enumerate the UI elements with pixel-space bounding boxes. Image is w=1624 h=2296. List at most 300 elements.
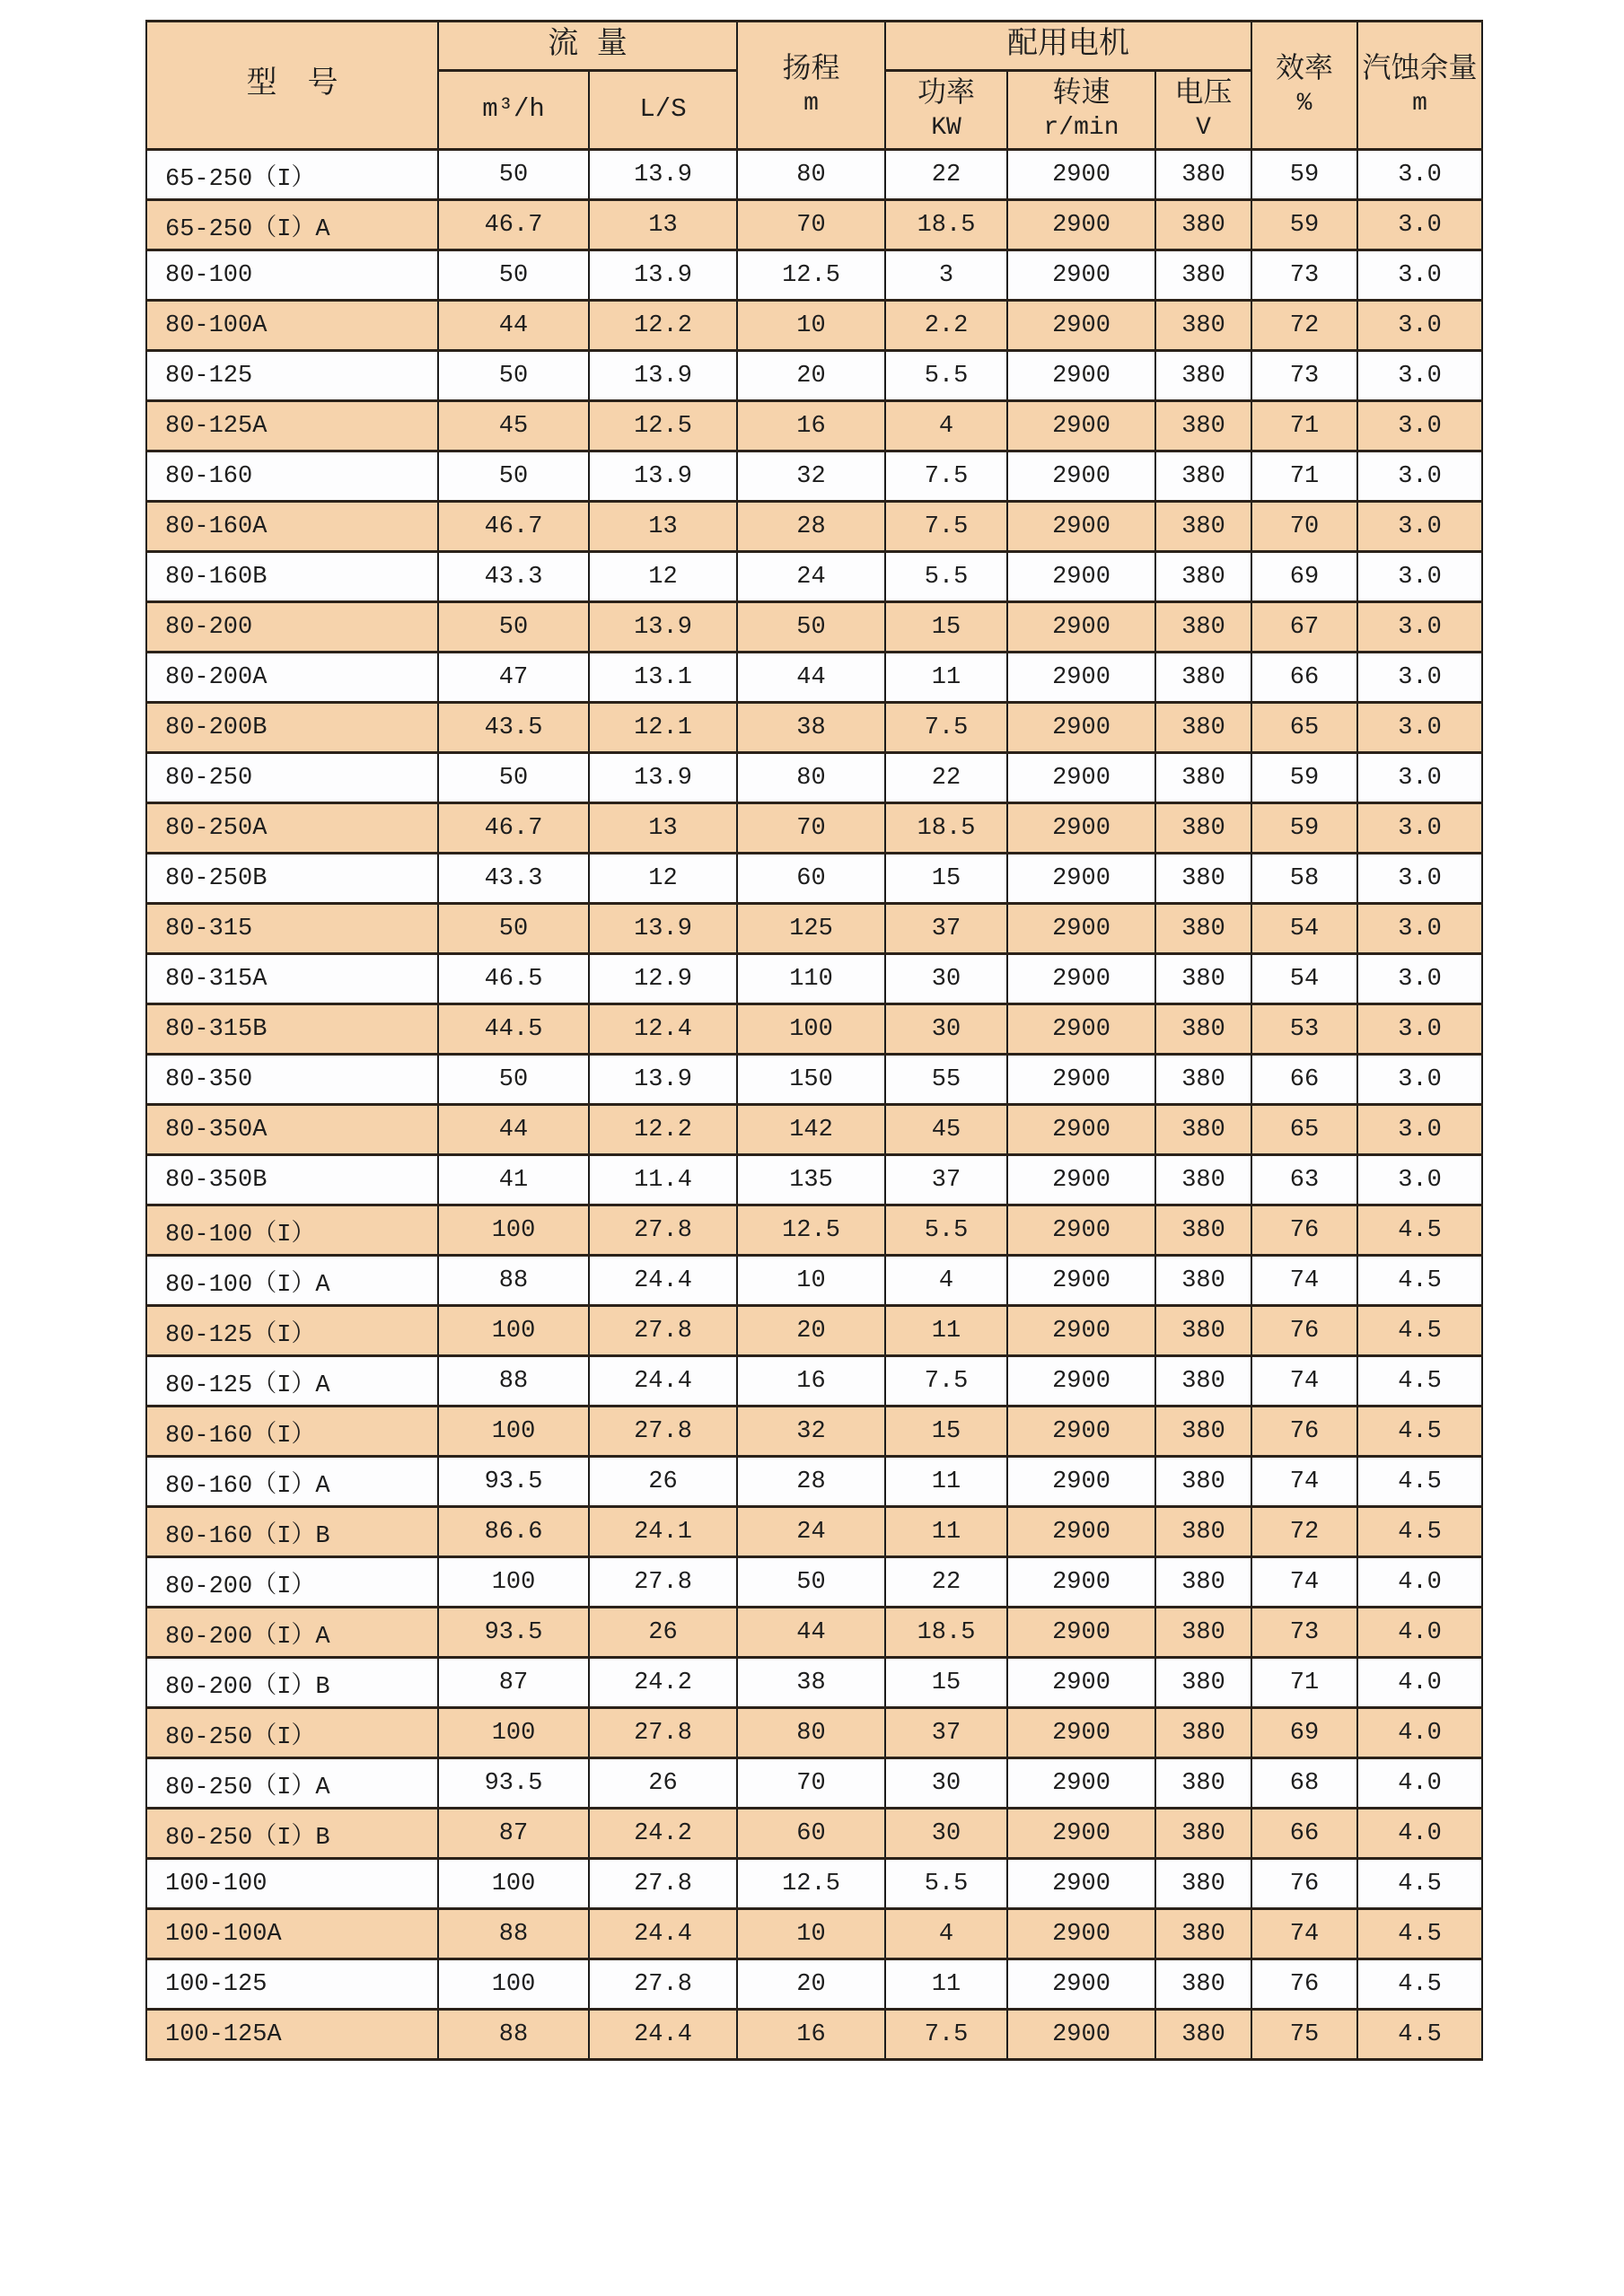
table-row: [146, 1959, 1482, 2010]
value-cell: 27.8: [589, 1407, 737, 1457]
col-header-flow-ls: L/S: [589, 71, 737, 150]
value-cell: 11.4: [589, 1155, 737, 1205]
value-cell: 38: [737, 703, 885, 753]
value-cell: 11: [885, 653, 1007, 703]
value-cell: 380: [1155, 401, 1251, 451]
col-header-motor-speed: [1007, 71, 1155, 150]
model-cell: 80-200（I）: [146, 1557, 438, 1608]
value-cell: 3.0: [1357, 954, 1482, 1004]
value-cell: 2900: [1007, 1708, 1155, 1758]
table-row: [146, 1004, 1482, 1055]
value-cell: 4.5: [1357, 1457, 1482, 1507]
value-cell: 13.9: [589, 150, 737, 200]
value-cell: 3.0: [1357, 854, 1482, 904]
value-cell: 380: [1155, 1658, 1251, 1708]
table-row: [146, 753, 1482, 803]
value-cell: 2900: [1007, 1155, 1155, 1205]
value-cell: 4.5: [1357, 1306, 1482, 1356]
value-cell: 2900: [1007, 1256, 1155, 1306]
col-header-efficiency: [1251, 22, 1357, 150]
value-cell: 2900: [1007, 1809, 1155, 1859]
value-cell: 70: [737, 803, 885, 854]
value-cell: 37: [885, 1155, 1007, 1205]
table-row: [146, 1557, 1482, 1608]
col-header-motor-voltage: [1155, 71, 1251, 150]
value-cell: 2900: [1007, 653, 1155, 703]
value-cell: 2900: [1007, 351, 1155, 401]
value-cell: 4.5: [1357, 1909, 1482, 1959]
table-row: [146, 1809, 1482, 1859]
table-row: [146, 401, 1482, 451]
value-cell: 3.0: [1357, 602, 1482, 653]
table-row: [146, 703, 1482, 753]
value-cell: 13.9: [589, 1055, 737, 1105]
value-cell: 70: [1251, 502, 1357, 552]
table-row: [146, 1608, 1482, 1658]
value-cell: 46.7: [438, 502, 589, 552]
value-cell: 3.0: [1357, 1004, 1482, 1055]
col-header-power-unit: KW: [931, 114, 961, 142]
value-cell: 100: [438, 1708, 589, 1758]
value-cell: 380: [1155, 2010, 1251, 2060]
value-cell: 88: [438, 1356, 589, 1407]
value-cell: 5.5: [885, 1205, 1007, 1256]
value-cell: 18.5: [885, 200, 1007, 250]
value-cell: 54: [1251, 954, 1357, 1004]
model-cell: 80-160A: [146, 502, 438, 552]
value-cell: 3.0: [1357, 200, 1482, 250]
value-cell: 24.2: [589, 1809, 737, 1859]
model-cell: 80-200（I）A: [146, 1608, 438, 1658]
value-cell: 100: [438, 1407, 589, 1457]
model-cell: 80-200A: [146, 653, 438, 703]
value-cell: 3.0: [1357, 552, 1482, 602]
table-body: [146, 150, 1482, 2060]
col-header-speed-label: 转速: [1052, 77, 1110, 110]
value-cell: 72: [1251, 1507, 1357, 1557]
value-cell: 67: [1251, 602, 1357, 653]
value-cell: 15: [885, 854, 1007, 904]
model-cell: 80-200（I）B: [146, 1658, 438, 1708]
value-cell: 380: [1155, 1205, 1251, 1256]
value-cell: 2900: [1007, 1407, 1155, 1457]
value-cell: 380: [1155, 703, 1251, 753]
value-cell: 12.2: [589, 1105, 737, 1155]
value-cell: 4.0: [1357, 1758, 1482, 1809]
value-cell: 3.0: [1357, 753, 1482, 803]
value-cell: 3.0: [1357, 1055, 1482, 1105]
value-cell: 13.9: [589, 451, 737, 502]
value-cell: 27.8: [589, 1708, 737, 1758]
value-cell: 59: [1251, 803, 1357, 854]
model-cell: 65-250（I）: [146, 150, 438, 200]
value-cell: 13: [589, 502, 737, 552]
value-cell: 11: [885, 1306, 1007, 1356]
value-cell: 15: [885, 1658, 1007, 1708]
value-cell: 2900: [1007, 1055, 1155, 1105]
value-cell: 12: [589, 552, 737, 602]
value-cell: 2900: [1007, 1758, 1155, 1809]
value-cell: 7.5: [885, 2010, 1007, 2060]
table-row: [146, 502, 1482, 552]
model-cell: 100-125A: [146, 2010, 438, 2060]
value-cell: 380: [1155, 602, 1251, 653]
value-cell: 74: [1251, 1557, 1357, 1608]
value-cell: 2900: [1007, 150, 1155, 200]
model-cell: 80-160（I）: [146, 1407, 438, 1457]
value-cell: 15: [885, 602, 1007, 653]
value-cell: 22: [885, 150, 1007, 200]
value-cell: 100: [438, 1959, 589, 2010]
value-cell: 50: [737, 1557, 885, 1608]
value-cell: 2900: [1007, 451, 1155, 502]
table-row: [146, 1909, 1482, 1959]
table-row: [146, 653, 1482, 703]
value-cell: 46.7: [438, 200, 589, 250]
table-row: [146, 1306, 1482, 1356]
value-cell: 4.0: [1357, 1557, 1482, 1608]
model-cell: 80-315B: [146, 1004, 438, 1055]
model-cell: 100-100: [146, 1859, 438, 1909]
value-cell: 13.9: [589, 753, 737, 803]
value-cell: 50: [438, 451, 589, 502]
model-cell: 100-100A: [146, 1909, 438, 1959]
value-cell: 22: [885, 753, 1007, 803]
model-cell: 80-200: [146, 602, 438, 653]
value-cell: 71: [1251, 401, 1357, 451]
value-cell: 2900: [1007, 200, 1155, 250]
model-cell: 80-250: [146, 753, 438, 803]
value-cell: 50: [438, 351, 589, 401]
value-cell: 93.5: [438, 1758, 589, 1809]
value-cell: 26: [589, 1758, 737, 1809]
value-cell: 2900: [1007, 301, 1155, 351]
col-header-npsh: [1357, 22, 1482, 150]
value-cell: 380: [1155, 753, 1251, 803]
value-cell: 26: [589, 1457, 737, 1507]
value-cell: 66: [1251, 1055, 1357, 1105]
value-cell: 74: [1251, 1256, 1357, 1306]
value-cell: 3.0: [1357, 301, 1482, 351]
value-cell: 45: [885, 1105, 1007, 1155]
col-header-head-unit: m: [803, 89, 819, 118]
value-cell: 2900: [1007, 602, 1155, 653]
value-cell: 2900: [1007, 2010, 1155, 2060]
model-cell: 80-250B: [146, 854, 438, 904]
value-cell: 50: [737, 602, 885, 653]
value-cell: 27.8: [589, 1557, 737, 1608]
value-cell: 27.8: [589, 1306, 737, 1356]
value-cell: 24.1: [589, 1507, 737, 1557]
value-cell: 13: [589, 200, 737, 250]
value-cell: 76: [1251, 1306, 1357, 1356]
value-cell: 380: [1155, 1507, 1251, 1557]
value-cell: 2900: [1007, 1507, 1155, 1557]
value-cell: 2900: [1007, 1658, 1155, 1708]
model-cell: 80-350: [146, 1055, 438, 1105]
model-cell: 80-160（I）B: [146, 1507, 438, 1557]
value-cell: 24: [737, 1507, 885, 1557]
table-row: [146, 1457, 1482, 1507]
value-cell: 380: [1155, 1859, 1251, 1909]
value-cell: 380: [1155, 803, 1251, 854]
value-cell: 80: [737, 1708, 885, 1758]
value-cell: 3.0: [1357, 451, 1482, 502]
value-cell: 27.8: [589, 1205, 737, 1256]
model-cell: 80-350B: [146, 1155, 438, 1205]
value-cell: 2900: [1007, 250, 1155, 301]
value-cell: 46.7: [438, 803, 589, 854]
value-cell: 4.0: [1357, 1809, 1482, 1859]
value-cell: 3.0: [1357, 904, 1482, 954]
value-cell: 100: [438, 1306, 589, 1356]
value-cell: 12.4: [589, 1004, 737, 1055]
value-cell: 3.0: [1357, 1155, 1482, 1205]
value-cell: 150: [737, 1055, 885, 1105]
value-cell: 380: [1155, 351, 1251, 401]
value-cell: 380: [1155, 854, 1251, 904]
value-cell: 3.0: [1357, 351, 1482, 401]
value-cell: 380: [1155, 1407, 1251, 1457]
value-cell: 4.0: [1357, 1708, 1482, 1758]
col-header-efficiency-label: 效率: [1275, 52, 1333, 86]
col-header-motor: 配用电机: [885, 22, 1251, 71]
value-cell: 93.5: [438, 1608, 589, 1658]
value-cell: 2900: [1007, 1557, 1155, 1608]
value-cell: 88: [438, 1256, 589, 1306]
model-cell: 80-160: [146, 451, 438, 502]
value-cell: 2900: [1007, 401, 1155, 451]
value-cell: 380: [1155, 1758, 1251, 1809]
value-cell: 58: [1251, 854, 1357, 904]
value-cell: 68: [1251, 1758, 1357, 1809]
value-cell: 53: [1251, 1004, 1357, 1055]
value-cell: 30: [885, 1809, 1007, 1859]
value-cell: 73: [1251, 250, 1357, 301]
value-cell: 2900: [1007, 1356, 1155, 1407]
col-header-voltage-unit: V: [1196, 114, 1211, 142]
table-row: [146, 1758, 1482, 1809]
value-cell: 37: [885, 904, 1007, 954]
value-cell: 2900: [1007, 803, 1155, 854]
value-cell: 50: [438, 250, 589, 301]
model-cell: 80-160（I）A: [146, 1457, 438, 1507]
model-cell: 80-125（I）: [146, 1306, 438, 1356]
value-cell: 2900: [1007, 1306, 1155, 1356]
model-cell: 80-250（I）: [146, 1708, 438, 1758]
value-cell: 50: [438, 150, 589, 200]
table-row: [146, 2010, 1482, 2060]
table-row: [146, 250, 1482, 301]
value-cell: 2900: [1007, 904, 1155, 954]
table-row: [146, 1859, 1482, 1909]
value-cell: 18.5: [885, 803, 1007, 854]
value-cell: 50: [438, 1055, 589, 1105]
value-cell: 43.3: [438, 854, 589, 904]
value-cell: 380: [1155, 502, 1251, 552]
value-cell: 66: [1251, 653, 1357, 703]
value-cell: 72: [1251, 301, 1357, 351]
col-header-npsh-label: 汽蚀余量: [1362, 52, 1478, 86]
value-cell: 10: [737, 1256, 885, 1306]
value-cell: 380: [1155, 200, 1251, 250]
model-cell: 100-125: [146, 1959, 438, 2010]
value-cell: 380: [1155, 1809, 1251, 1859]
value-cell: 76: [1251, 1407, 1357, 1457]
model-cell: 80-100（I）A: [146, 1256, 438, 1306]
value-cell: 2900: [1007, 1608, 1155, 1658]
value-cell: 69: [1251, 1708, 1357, 1758]
value-cell: 28: [737, 1457, 885, 1507]
value-cell: 2900: [1007, 1909, 1155, 1959]
model-cell: 80-125（I）A: [146, 1356, 438, 1407]
value-cell: 55: [885, 1055, 1007, 1105]
value-cell: 46.5: [438, 954, 589, 1004]
value-cell: 50: [438, 904, 589, 954]
value-cell: 13.9: [589, 351, 737, 401]
value-cell: 380: [1155, 1055, 1251, 1105]
table-row: [146, 1256, 1482, 1306]
model-cell: 80-100（I）: [146, 1205, 438, 1256]
value-cell: 87: [438, 1809, 589, 1859]
table-row: [146, 1407, 1482, 1457]
value-cell: 44.5: [438, 1004, 589, 1055]
value-cell: 50: [438, 753, 589, 803]
value-cell: 11: [885, 1457, 1007, 1507]
value-cell: 4.5: [1357, 1959, 1482, 2010]
value-cell: 100: [438, 1557, 589, 1608]
value-cell: 2.2: [885, 301, 1007, 351]
table-row: [146, 904, 1482, 954]
table-row: [146, 1708, 1482, 1758]
value-cell: 7.5: [885, 1356, 1007, 1407]
model-cell: 80-100: [146, 250, 438, 301]
value-cell: 71: [1251, 451, 1357, 502]
value-cell: 2900: [1007, 1105, 1155, 1155]
table-row: [146, 1658, 1482, 1708]
value-cell: 26: [589, 1608, 737, 1658]
col-header-power-label: 功率: [917, 77, 975, 110]
table-row: [146, 954, 1482, 1004]
value-cell: 13.9: [589, 250, 737, 301]
col-header-motor-power: [885, 71, 1007, 150]
value-cell: 13: [589, 803, 737, 854]
value-cell: 3: [885, 250, 1007, 301]
value-cell: 24.4: [589, 1256, 737, 1306]
value-cell: 5.5: [885, 1859, 1007, 1909]
value-cell: 13.1: [589, 653, 737, 703]
value-cell: 380: [1155, 1306, 1251, 1356]
value-cell: 380: [1155, 1256, 1251, 1306]
value-cell: 15: [885, 1407, 1007, 1457]
value-cell: 380: [1155, 1105, 1251, 1155]
col-header-efficiency-unit: %: [1296, 89, 1312, 118]
value-cell: 44: [737, 1608, 885, 1658]
value-cell: 2900: [1007, 1959, 1155, 2010]
value-cell: 2900: [1007, 1457, 1155, 1507]
value-cell: 60: [737, 854, 885, 904]
col-header-voltage-label: 电压: [1174, 77, 1233, 110]
table-row: [146, 1055, 1482, 1105]
value-cell: 76: [1251, 1959, 1357, 2010]
col-header-flow-m3h: m³/h: [438, 71, 589, 150]
value-cell: 380: [1155, 1004, 1251, 1055]
value-cell: 4: [885, 401, 1007, 451]
table-row: [146, 1205, 1482, 1256]
value-cell: 24.4: [589, 2010, 737, 2060]
value-cell: 7.5: [885, 502, 1007, 552]
value-cell: 44: [737, 653, 885, 703]
value-cell: 43.5: [438, 703, 589, 753]
col-header-head: [737, 22, 885, 150]
value-cell: 69: [1251, 552, 1357, 602]
value-cell: 88: [438, 2010, 589, 2060]
value-cell: 4.0: [1357, 1608, 1482, 1658]
table-row: [146, 351, 1482, 401]
value-cell: 10: [737, 1909, 885, 1959]
value-cell: 10: [737, 301, 885, 351]
model-cell: 80-315A: [146, 954, 438, 1004]
model-cell: 80-250（I）A: [146, 1758, 438, 1809]
value-cell: 24: [737, 552, 885, 602]
table-row: [146, 451, 1482, 502]
value-cell: 12.5: [737, 1205, 885, 1256]
value-cell: 70: [737, 1758, 885, 1809]
value-cell: 380: [1155, 1708, 1251, 1758]
table-row: [146, 1155, 1482, 1205]
value-cell: 24.4: [589, 1356, 737, 1407]
value-cell: 3.0: [1357, 653, 1482, 703]
value-cell: 5.5: [885, 351, 1007, 401]
value-cell: 16: [737, 401, 885, 451]
value-cell: 76: [1251, 1859, 1357, 1909]
value-cell: 2900: [1007, 753, 1155, 803]
value-cell: 380: [1155, 451, 1251, 502]
value-cell: 44: [438, 1105, 589, 1155]
value-cell: 380: [1155, 1457, 1251, 1507]
value-cell: 380: [1155, 250, 1251, 301]
value-cell: 4.5: [1357, 1859, 1482, 1909]
value-cell: 65: [1251, 703, 1357, 753]
value-cell: 5.5: [885, 552, 1007, 602]
model-cell: 80-250（I）B: [146, 1809, 438, 1859]
value-cell: 380: [1155, 1356, 1251, 1407]
value-cell: 20: [737, 351, 885, 401]
value-cell: 80: [737, 150, 885, 200]
value-cell: 380: [1155, 1959, 1251, 2010]
value-cell: 27.8: [589, 1859, 737, 1909]
value-cell: 73: [1251, 351, 1357, 401]
value-cell: 87: [438, 1658, 589, 1708]
value-cell: 16: [737, 2010, 885, 2060]
table-row: [146, 200, 1482, 250]
value-cell: 4.5: [1357, 1205, 1482, 1256]
value-cell: 12.1: [589, 703, 737, 753]
table-row: [146, 1356, 1482, 1407]
model-cell: 80-125A: [146, 401, 438, 451]
model-cell: 80-250A: [146, 803, 438, 854]
model-cell: 80-160B: [146, 552, 438, 602]
col-header-npsh-unit: m: [1412, 89, 1427, 118]
value-cell: 60: [737, 1809, 885, 1859]
value-cell: 125: [737, 904, 885, 954]
value-cell: 30: [885, 1004, 1007, 1055]
value-cell: 20: [737, 1306, 885, 1356]
value-cell: 18.5: [885, 1608, 1007, 1658]
value-cell: 45: [438, 401, 589, 451]
value-cell: 13.9: [589, 602, 737, 653]
value-cell: 80: [737, 753, 885, 803]
